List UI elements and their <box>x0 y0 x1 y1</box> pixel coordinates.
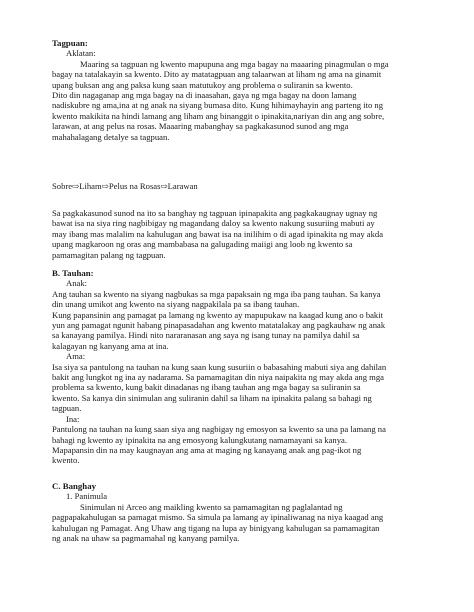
text-line: bawat isa na siya ring nagbibigay ng magandang daloy sa kwento nakung susuriing mabuti ay <box>52 218 375 229</box>
section-tagpuan-summary <box>52 208 442 260</box>
text-line: bagay na tatalakayin sa kwento. Dito ay matatagpuan ang talaarwan at liham ng ama na ginamit <box>52 69 382 80</box>
text-line: kwento. <box>52 455 80 466</box>
section-tagpuan <box>52 38 442 142</box>
text-line: sa kanayang pamilya. Hindi nito nararanasan ang saya ng isang tunay na pamilya dahil sa <box>52 330 360 341</box>
text-line: Anak: <box>66 278 88 289</box>
text-line: Aklatan: <box>66 48 96 59</box>
text-line: kahulugan ng Pamagat. Ang Uhaw ang tigang na lupa ay binigyang kahulugan sa pamamagitan <box>52 522 380 533</box>
section-banghay <box>52 481 442 543</box>
section-heading: Tagpuan: <box>52 38 88 48</box>
text-line: kwento. Sa kanya din sinimulan ang suliranin dahil sa liham na ipinakita palang sa bahagi ng <box>52 392 372 403</box>
text-line: Ang tauhan sa kwento na siyang nagbukas sa mga papaksain ng mga iba pang tauhan. Sa kanya <box>52 288 381 299</box>
text-line: Ina: <box>66 413 80 424</box>
section-sequence <box>52 181 442 191</box>
text-line: Kung papansinin ang pamagat pa lamang ng kwento ay mapupukaw na kaagad kung ano o bakit <box>52 309 384 320</box>
text-line: nadiskubre ng ama,ina at ng anak na siyang bumasa dito. Kung hihimayhayin ang parteng ito ng <box>52 100 384 111</box>
text-line: Maaring sa tagpuan ng kwento mapupuna ang mga bagay na maaaring pinagmulan o mga <box>80 58 389 69</box>
text-line: larawan, at ang pelus na rosas. Maaaring mabanghay sa pagkakasunod sunod ang mga <box>52 121 349 132</box>
text-line: ng anak na uhaw sa pagmamahal ng kanyang pamilya. <box>52 533 240 544</box>
text-line: pagpapakahulugan sa pamagat mismo. Sa simula pa lamang ay ipinaliwanag na niya kaagad ang <box>52 512 384 523</box>
text-line: pamamagitan palang ng tagpuan. <box>52 249 166 260</box>
text-line: may ibang mas malalim na kahulugan ang bawat isa na inilihim o di agad ipinakita ng may akda <box>52 228 384 239</box>
text-line: Sa pagkakasunod sunod na ito sa banghay ng tagpuan ipinapakita ang pagkakaugnay ugnay ng <box>52 208 378 218</box>
text-line: bahagi ng kwento ay ipinakita na ang emosyong kalungkutang namamayani sa kanya. <box>52 434 347 445</box>
text-line: Isa siya sa pantulong na tauhan na kung saan kung susuriin o babasahing mabuti siya ang dahilan <box>52 361 387 372</box>
text-line: kwento makikita na hindi lamang ang liham ang binanggit o ipinakita,nariyan din ang ang sobre, <box>52 110 385 121</box>
text-line: problema sa kwento, kung bakit dinadanas ng ibang tauhan ang mga bagay sa suliranin sa <box>52 382 361 393</box>
text-line: Pantulong na tauhan na kung saan siya ang nagbigay ng emosyon sa kwento sa una pa lamang na <box>52 424 386 435</box>
text-line: bakit ang lungkot ng ina ay nadarama. Sa pamamagitan din niya naipakita ng may akda ang mga <box>52 372 384 383</box>
text-line: upang buksan ang ang paksa kung saan matutukoy ang problema o suliranin sa kwento. <box>52 79 353 90</box>
text-line: kalagayan ng kanyang ama at ina. <box>52 340 169 351</box>
section-heading: C. Banghay <box>52 481 96 491</box>
section-heading: B. Tauhan: <box>52 268 94 278</box>
text-line: upang magkaroon ng oras ang mambabasa na galugading maiigi ang loob ng kwento sa <box>52 239 353 250</box>
text-line: Sinimulan ni Arceo ang maikling kwento sa pamamagitan ng paglalantad ng <box>80 501 343 512</box>
text-line: din unang umikot ang kwento na siyang nagpakilala pa sa ibang tauhan. <box>52 299 300 310</box>
text-line: 1. Panimula <box>66 491 108 502</box>
text-line: Ama: <box>66 351 86 362</box>
text-line: Mapapansin din na may kaugnayan ang ama at maging ng kanayang anak ang pag-ikot ng <box>52 444 362 455</box>
text-line: Dito din nagaganap ang mga bagay na di inaasahan, gaya ng mga bagay na doon lamang <box>52 90 357 101</box>
text-line: Sobre⇨Liham⇨Pelus na Rosas⇨Larawan <box>52 181 198 191</box>
section-tauhan <box>52 268 442 466</box>
text-line: mahahalagang detalye sa tagpuan. <box>52 131 170 142</box>
text-line: tagpuan. <box>52 403 82 414</box>
text-line: yun ang pamagat ngunit habang pinapasadahan ang kwento matatalakay ang pagkauhaw ng anak <box>52 320 386 331</box>
